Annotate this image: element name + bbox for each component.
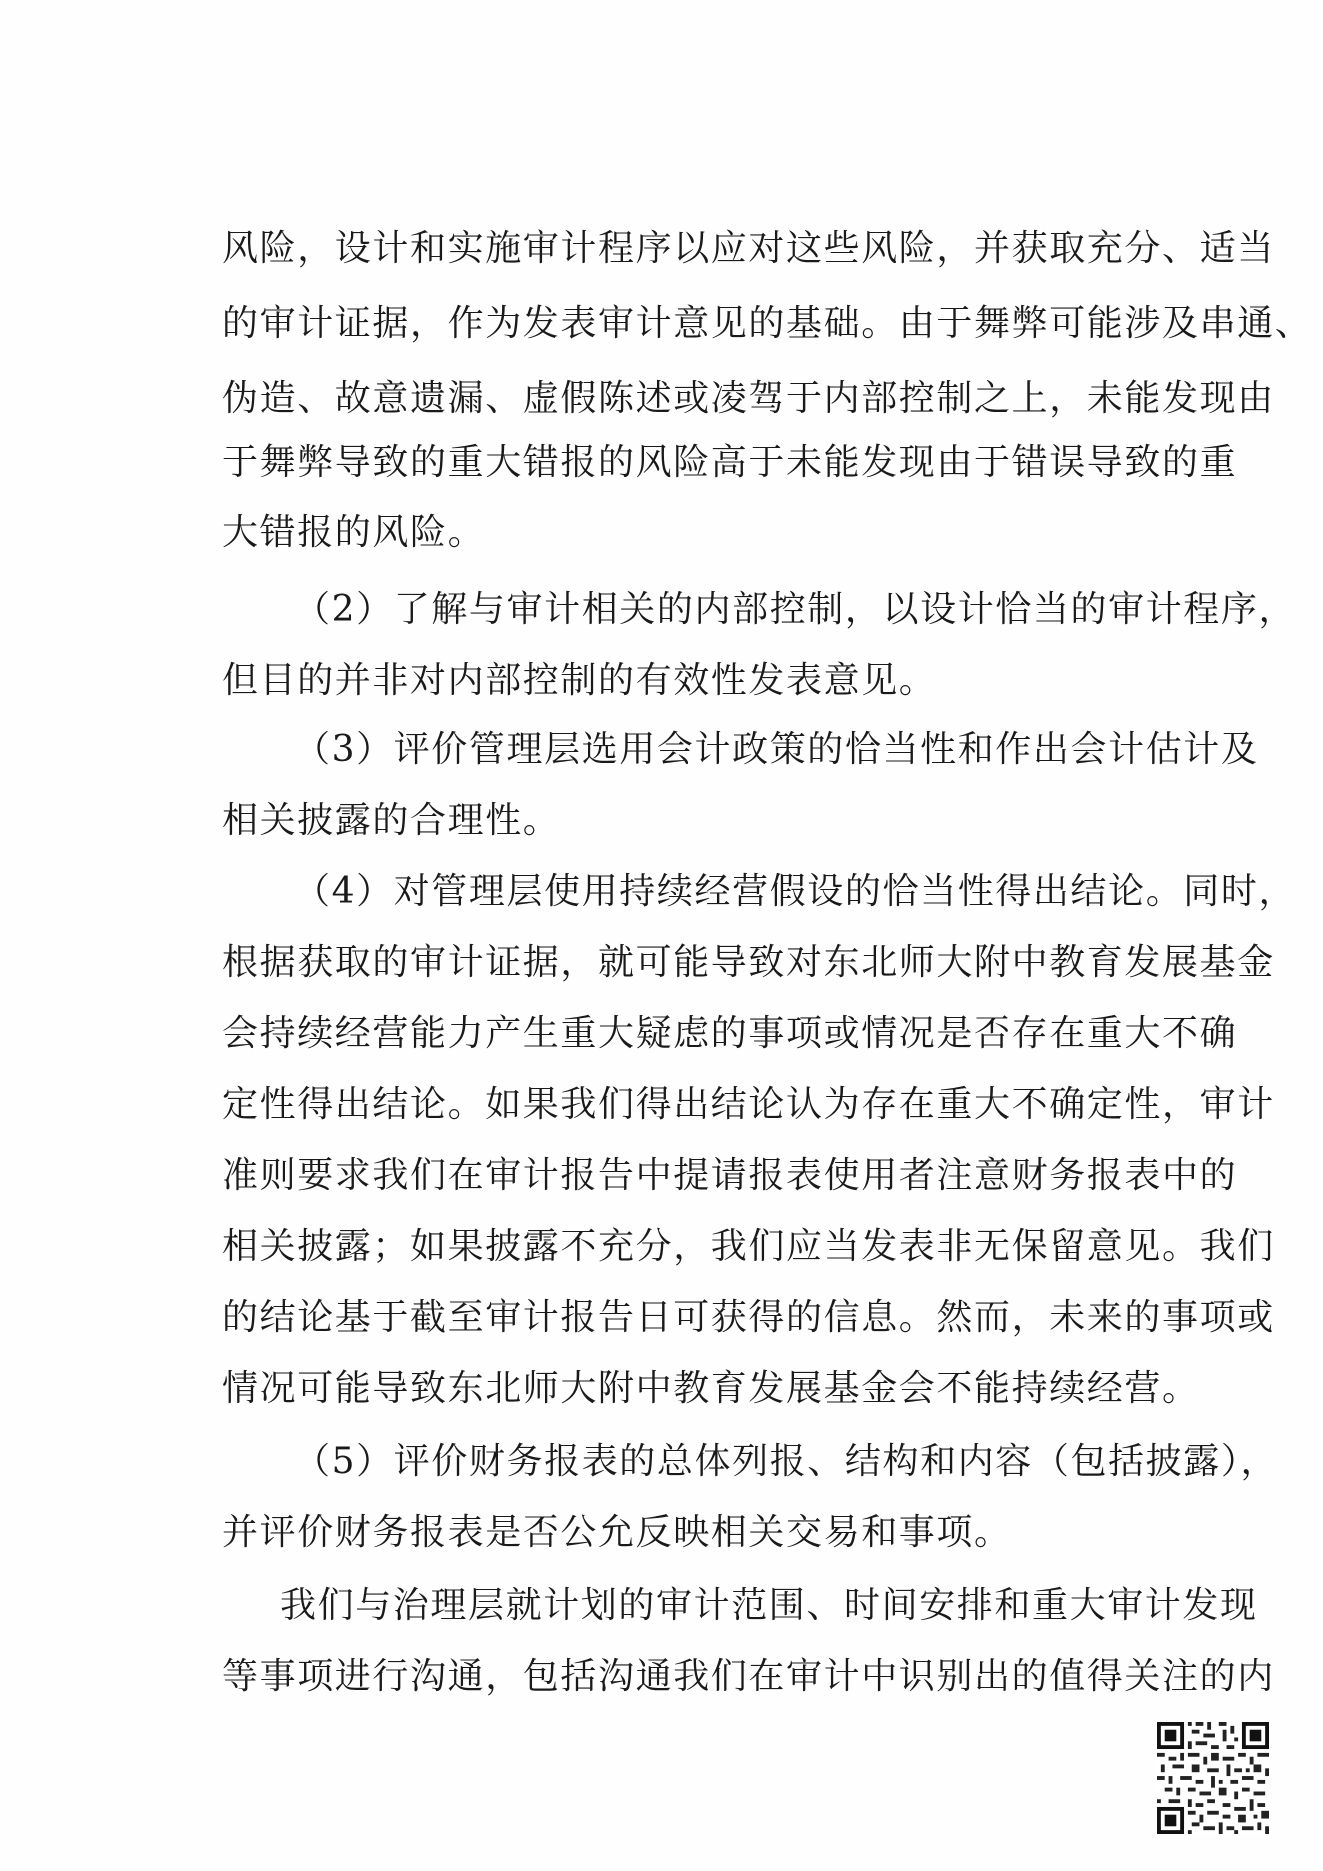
text-line: 但目的并非对内部控制的有效性发表意见。 <box>222 660 937 701</box>
paragraph-item-5-start: （5）评价财务报表的总体列报、结构和内容（包括披露）， <box>294 1441 1279 1482</box>
text-line: 相关披露的合理性。 <box>222 800 561 841</box>
text-line: 大错报的风险。 <box>222 512 486 553</box>
text-line: 准则要求我们在审计报告中提请报表使用者注意财务报表中的 <box>222 1155 1238 1196</box>
text-line: 的结论基于截至审计报告日可获得的信息。然而，未来的事项或 <box>222 1297 1275 1338</box>
text-line: 相关披露；如果披露不充分，我们应当发表非无保留意见。我们 <box>222 1226 1275 1267</box>
text-line: 会持续经营能力产生重大疑虑的事项或情况是否存在重大不确 <box>222 1013 1238 1054</box>
paragraph-item-3-start: （3）评价管理层选用会计政策的恰当性和作出会计估计及 <box>294 729 1259 770</box>
paragraph-item-4-start: （4）对管理层使用持续经营假设的恰当性得出结论。同时， <box>294 871 1297 912</box>
text-line: 情况可能导致东北师大附中教育发展基金会不能持续经营。 <box>222 1368 1200 1409</box>
text-line: 伪造、故意遗漏、虚假陈述或凌驾于内部控制之上，未能发现由 <box>222 378 1275 419</box>
text-line: 风险，设计和实施审计程序以应对这些风险，并获取充分、适当 <box>222 228 1275 269</box>
text-line: 定性得出结论。如果我们得出结论认为存在重大不确定性，审计 <box>222 1084 1275 1125</box>
text-line: 于舞弊导致的重大错报的风险高于未能发现由于错误导致的重 <box>222 442 1238 483</box>
paragraph-item-2-start: （2）了解与审计相关的内部控制，以设计恰当的审计程序， <box>294 589 1297 630</box>
text-line: 并评价财务报表是否公允反映相关交易和事项。 <box>222 1512 1012 1553</box>
text-line: 的审计证据，作为发表审计意见的基础。由于舞弊可能涉及串通、 <box>222 303 1313 344</box>
paragraph-start: 我们与治理层就计划的审计范围、时间安排和重大审计发现 <box>280 1585 1258 1626</box>
qr-code-icon <box>1157 1722 1269 1834</box>
text-line: 等事项进行沟通，包括沟通我们在审计中识别出的值得关注的内 <box>222 1656 1275 1697</box>
text-line: 根据获取的审计证据，就可能导致对东北师大附中教育发展基金 <box>222 942 1275 983</box>
